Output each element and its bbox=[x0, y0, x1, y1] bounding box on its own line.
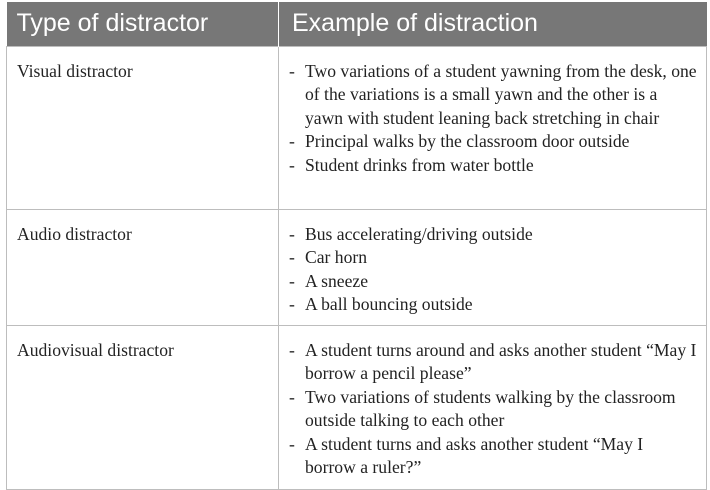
type-cell-audio: Audio distractor bbox=[7, 209, 279, 325]
list-item: - Car horn bbox=[289, 246, 698, 270]
list-item: - A student turns around and asks another student “May I borrow a pencil please” bbox=[289, 339, 698, 386]
type-cell-visual: Visual distractor bbox=[7, 46, 279, 209]
type-cell-audiovisual: Audiovisual distractor bbox=[7, 325, 279, 489]
table-row bbox=[7, 325, 707, 489]
list-item: - A student turns and asks another student “May I borrow a ruler?” bbox=[289, 433, 698, 480]
header-row bbox=[7, 2, 707, 46]
example-cell-audio bbox=[279, 209, 707, 325]
table-row bbox=[7, 209, 707, 325]
example-cell-audiovisual bbox=[279, 325, 707, 489]
header-type-of-distractor: Type of distractor bbox=[7, 2, 279, 46]
example-list bbox=[289, 339, 698, 480]
list-item: - Two variations of students walking by the classroom outside talking to each other bbox=[289, 386, 698, 433]
header-example-of-distraction: Example of distraction bbox=[279, 2, 707, 46]
example-cell-visual bbox=[279, 46, 707, 209]
list-item: - Two variations of a student yawning from the desk, one of the variations is a small yawn and the other is a yawn with student leaning back stretching in chair bbox=[289, 60, 698, 131]
example-list bbox=[289, 60, 698, 178]
list-item: - Student drinks from water bottle bbox=[289, 154, 698, 178]
list-item: - A ball bouncing outside bbox=[289, 293, 698, 317]
example-list bbox=[289, 223, 698, 317]
list-item: - Principal walks by the classroom door outside bbox=[289, 130, 698, 154]
list-item: - A sneeze bbox=[289, 270, 698, 294]
list-item: - Bus accelerating/driving outside bbox=[289, 223, 698, 247]
table-row bbox=[7, 46, 707, 209]
distractor-table bbox=[6, 2, 707, 490]
